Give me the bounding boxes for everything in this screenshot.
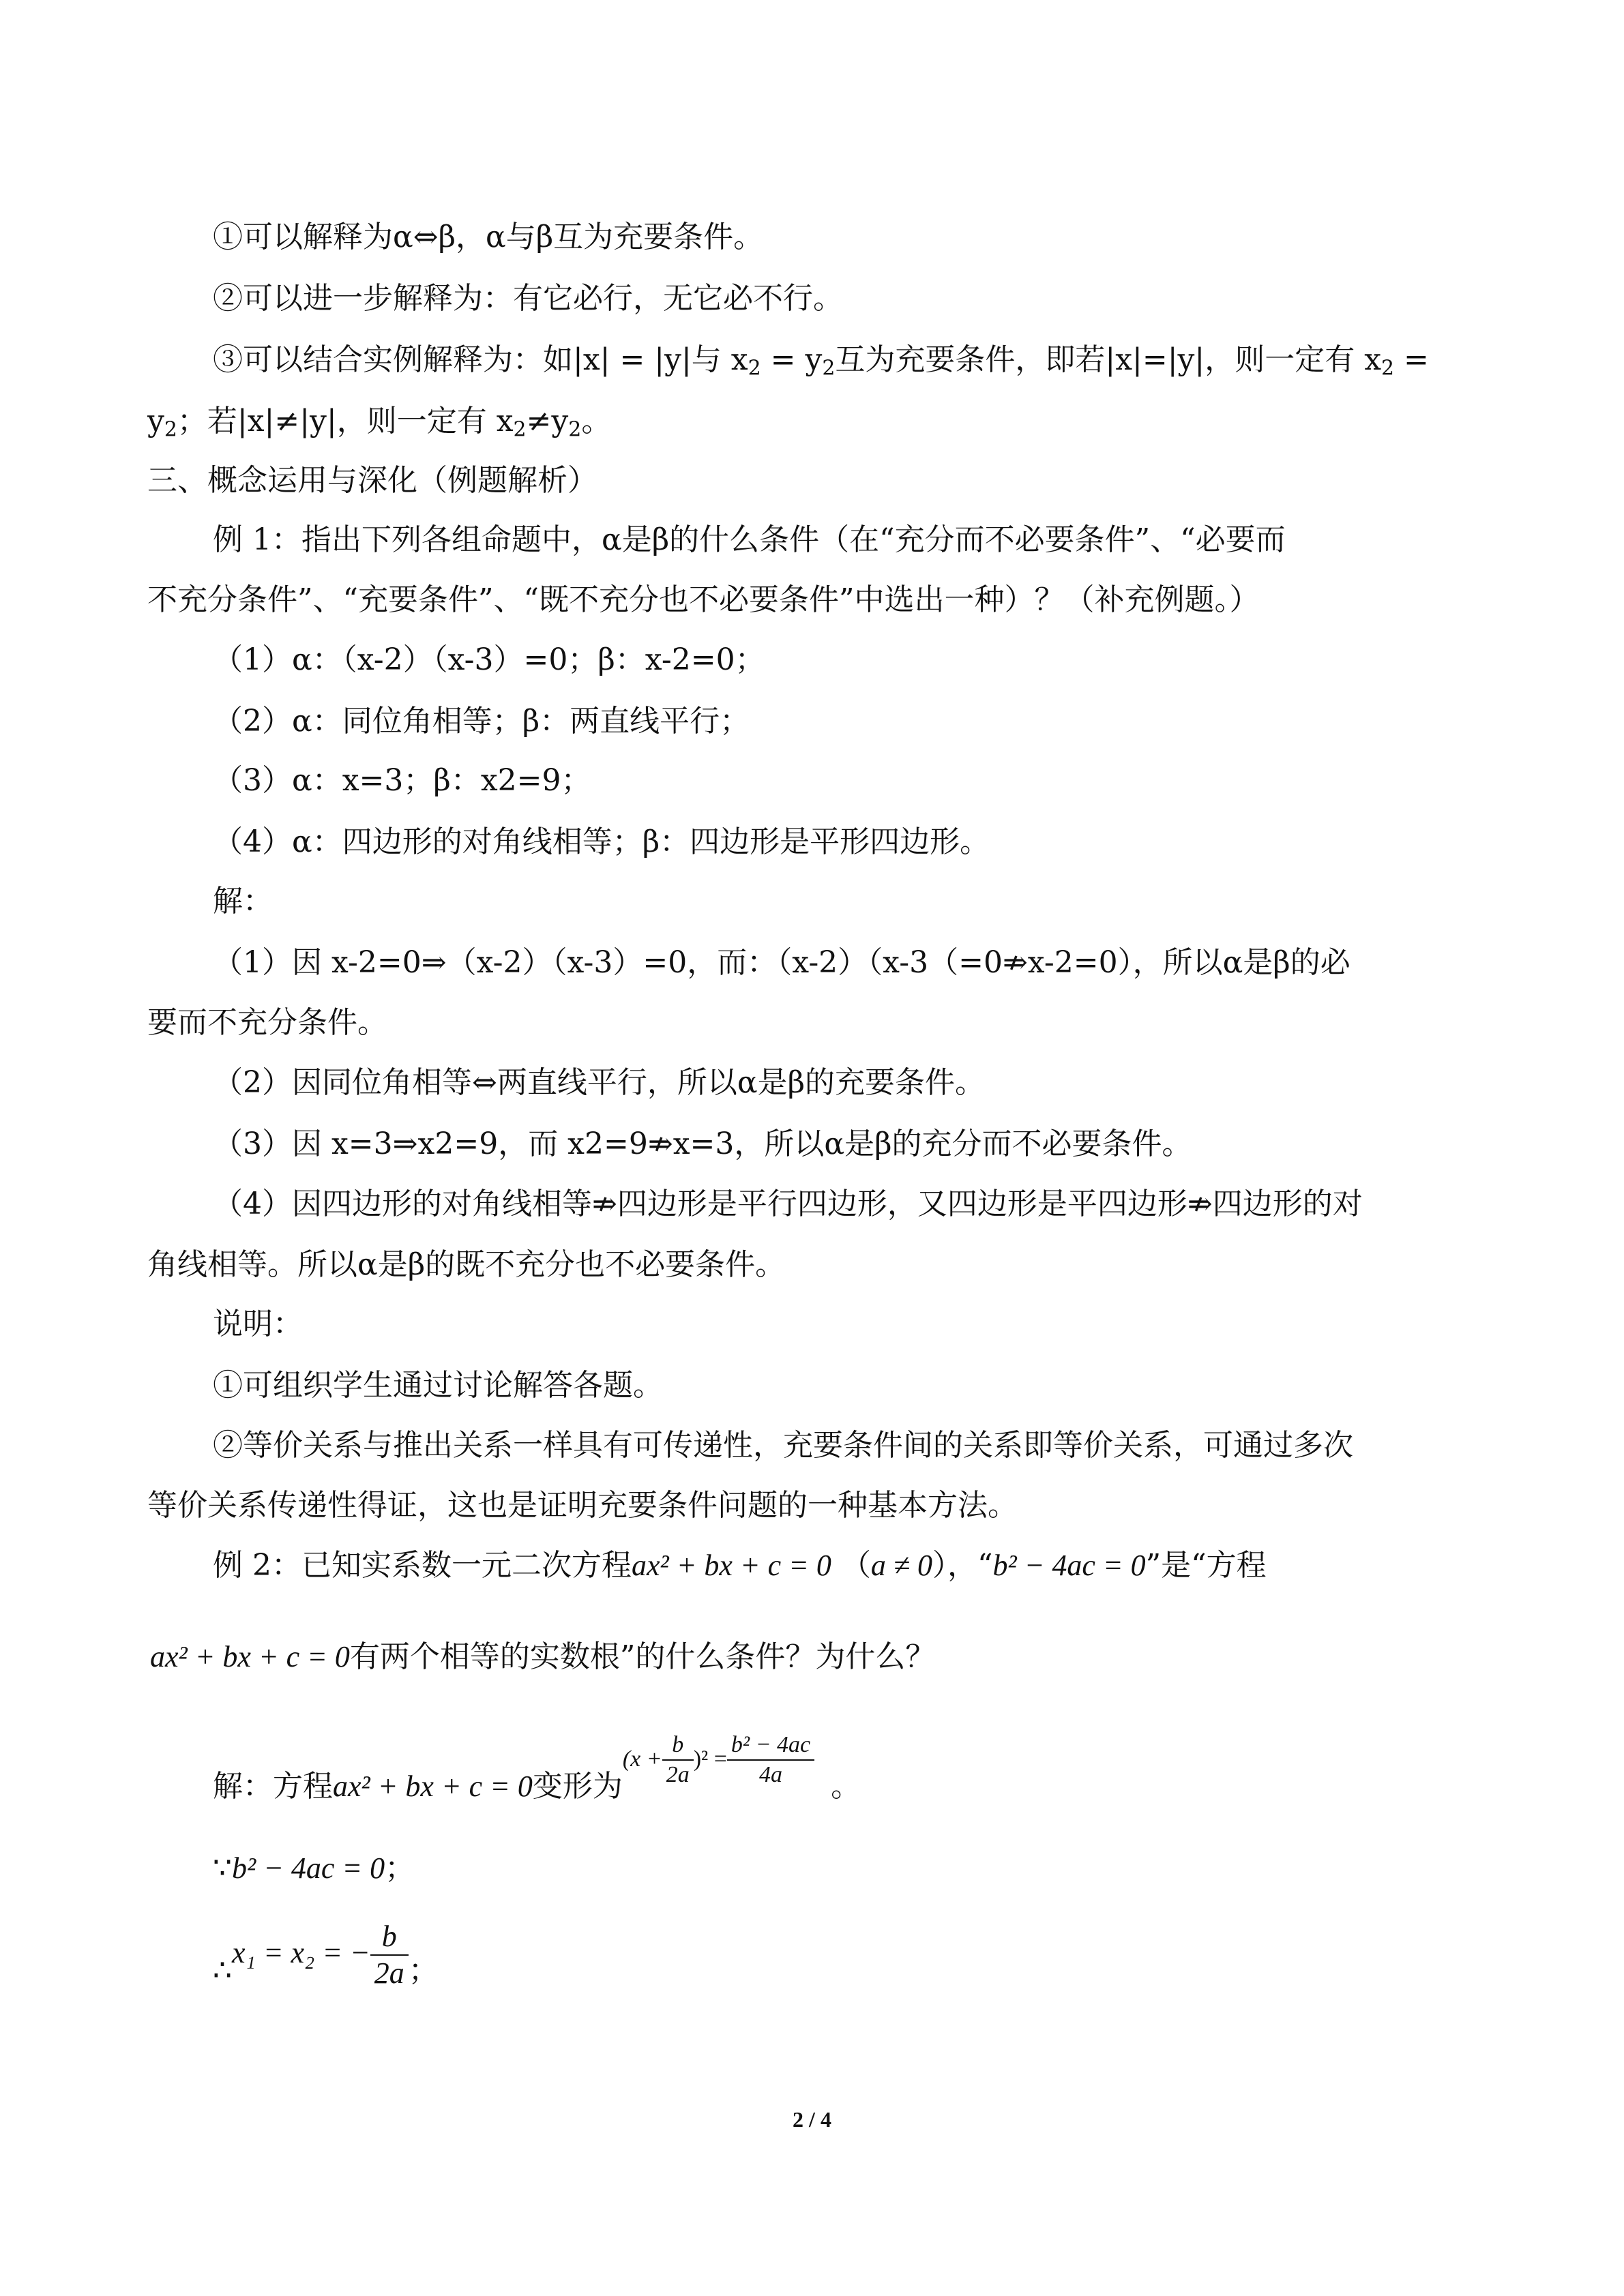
text-line: ∵b² − 4ac = 0； xyxy=(213,1851,415,1885)
text-line: ①可组织学生通过讨论解答各题。 xyxy=(213,1368,663,1403)
text-line: （3）α：x=3；β：x2=9； xyxy=(213,763,591,798)
text-line: ②可以进一步解释为：有它必行，无它必不行。 xyxy=(213,281,843,316)
text-line: 说明： xyxy=(213,1307,303,1341)
equation-a-nonzero: a ≠ 0 xyxy=(870,1549,932,1582)
text-line: 例 1：指出下列各组命题中，α是β的什么条件（在“充分而不必要条件”、“必要而 xyxy=(213,522,1286,557)
text-line: （4）因四边形的对角线相等⇏四边形是平行四边形，又四边形是平四边形⇏四边形的对 xyxy=(213,1187,1363,1221)
text-line: 等价关系传递性得证，这也是证明充要条件问题的一种基本方法。 xyxy=(147,1488,1018,1523)
text-line: （2）α：同位角相等；β：两直线平行； xyxy=(213,704,750,739)
text-line: （1）因 x-2=0⇒（x-2）（x-3）=0，而：（x-2）（x-3（=0⇏x-2=0），所以α是β的必 xyxy=(213,945,1350,980)
text-line: ∴x₁ = x₂ = − $\frac{b}{2a}$ ； xyxy=(213,1919,439,1990)
page-number: 2 / 4 xyxy=(793,2107,831,2132)
text-line: 角线相等。所以α是β的既不充分也不必要条件。 xyxy=(147,1247,786,1282)
text-line: （3）因 x=3⇒x2=9，而 x2=9⇏x=3，所以α是β的充分而不必要条件。 xyxy=(213,1127,1192,1161)
text-line: （1）α：（x-2）（x-3）=0；β：x-2=0； xyxy=(213,642,765,677)
text-line: 要而不充分条件。 xyxy=(147,1005,387,1040)
text-line: $y_2$；若|x|≠|y|，则一定有 $x_2\ne y_2$。 xyxy=(147,404,612,442)
text-line: ①可以解释为α⇔β，α与β互为充要条件。 xyxy=(213,220,764,254)
text-line: （2）因同位角相等⇔两直线平行，所以α是β的充要条件。 xyxy=(213,1065,986,1100)
text-line: 解：方程ax² + bx + c = 0变形为$^{(x + \frac{b}{2a} )^2 = \frac{\text{b² − 4ac}}{4a}}$ 。 xyxy=(213,1732,861,1804)
equation-completed-square: (x + b 2a )² = b² − 4ac 4a xyxy=(623,1745,814,1772)
equation-discriminant-zero: b² − 4ac = 0 xyxy=(232,1851,385,1885)
equation-discriminant-zero: b² − 4ac = 0 xyxy=(992,1549,1146,1582)
text-line: ax² + bx + c = 0有两个相等的实数根”的什么条件？为什么？ xyxy=(150,1639,936,1674)
section-heading: 三、概念运用与深化（例题解析） xyxy=(147,463,597,498)
equation-quadratic: ax² + bx + c = 0 xyxy=(333,1770,533,1803)
equation-quadratic: ax² + bx + c = 0 xyxy=(150,1640,350,1673)
text-line: ③可以结合实例解释为：如|x| = |y|与 $x_2 = y_2$互为充要条件，即若|x|=|y|，则一定有 $x_2$ = xyxy=(213,342,1429,381)
text-line: （4）α：四边形的对角线相等；β：四边形是平形四边形。 xyxy=(213,824,990,859)
text-line: ②等价关系与推出关系一样具有可传递性，充要条件间的关系即等价关系，可通过多次 xyxy=(213,1428,1353,1463)
equation-double-root: x₁ = x₂ = − $\frac{b}{2a}$ xyxy=(232,1935,409,1970)
text-line: 例 2：已知实系数一元二次方程ax² + bx + c = 0 （a ≠ 0），“b² − 4ac = 0”是“方程 xyxy=(213,1548,1267,1583)
equation-quadratic: ax² + bx + c = 0 xyxy=(631,1549,831,1582)
text-line: 不充分条件”、“充要条件”、“既不充分也不必要条件”中选出一种）？（补充例题。） xyxy=(147,582,1260,617)
text-line: 解： xyxy=(213,884,273,919)
